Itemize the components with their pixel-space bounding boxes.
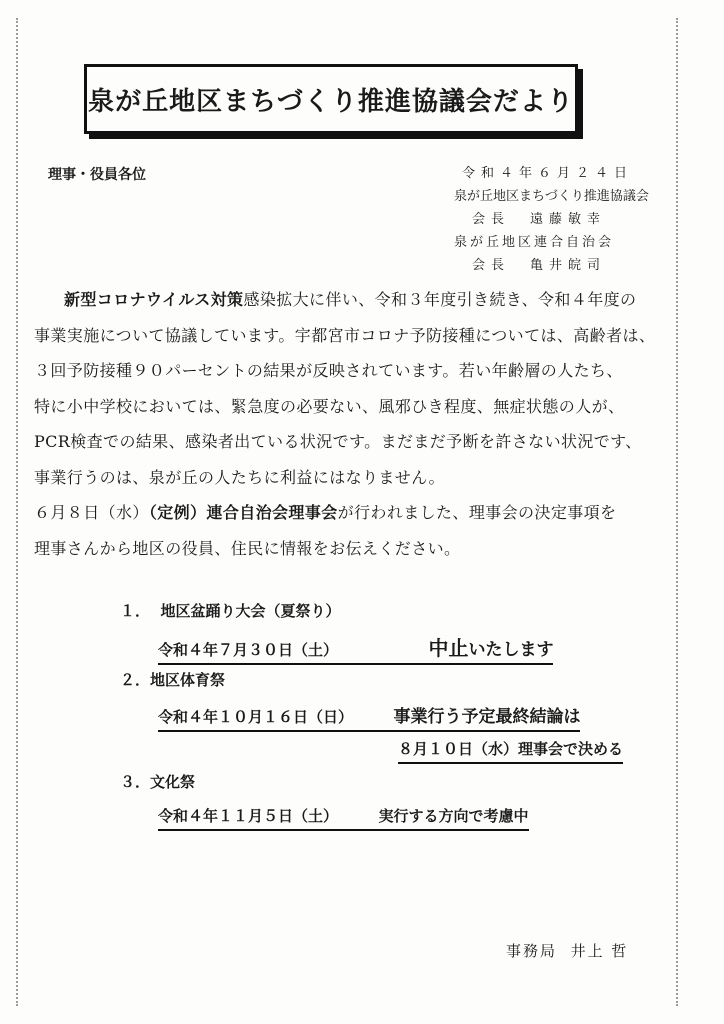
item-2-status: 事業行う予定最終結論は (393, 707, 581, 727)
item-2-date: 令和４年１０月１６日（日） (158, 708, 354, 726)
body-emphasis-meeting: （定例）連合自治会理事会 (148, 503, 338, 522)
item-1-heading (120, 600, 340, 621)
body-line-3: ３回予防接種９０パーセントの結果が反映されています。若い年齢層の人たち、 (34, 361, 623, 380)
item-3-number: ３． (120, 773, 151, 791)
addressee: 理事・役員各位 (48, 167, 146, 183)
sender-org-2: 泉が丘地区連合自治会 (454, 235, 615, 250)
body-line-8: 理事さんから地区の役員、住民に情報をお伝えください。 (34, 538, 461, 558)
body-emphasis-covid: 新型コロナウイルス対策 (64, 290, 244, 309)
item-3-title: 文化祭 (150, 773, 196, 791)
body-line-7-date: ６月８日（水） (34, 503, 149, 522)
body-line-1-rest: 感染拡大に伴い、令和３年度引き続き、令和４年度の (243, 290, 637, 309)
sender-2 (454, 254, 670, 277)
body-line-2: 事業実施について協議しています。宇都宮市コロナ予防接種については、高齢者は、 (34, 325, 656, 345)
body-line-7 (34, 495, 674, 531)
item-2-detail-underline (158, 708, 580, 732)
item-2-number: ２． (120, 671, 151, 689)
sender-name-1: 遠藤敏幸 (530, 212, 607, 227)
office-signature (506, 940, 628, 961)
sender-org-1: 泉が丘地区まちづくり推進協議会 (454, 189, 649, 204)
item-3-date: 令和４年１１月５日（土） (158, 807, 339, 825)
item-2-status-2: ８月１０日（水）理事会で決める (398, 740, 623, 764)
punch-hole-dots-left (16, 18, 18, 1006)
item-3-detail-underline (158, 807, 529, 831)
item-1-title: 地区盆踊り大会（夏祭り） (160, 602, 341, 620)
newsletter-title: 泉が丘地区まちづくり推進協議会だより (88, 86, 574, 117)
sender-role-2: 会長 (472, 258, 511, 273)
sender-block (454, 162, 670, 277)
item-2-detail-2 (398, 738, 623, 759)
body-line-6: 事業行うのは、泉が丘の人たちに利益にはなりません。 (34, 467, 445, 487)
body-line-4: 特に小中学校においては、緊急度の必要ない、風邪ひき程度、無症状態の人が、 (34, 396, 625, 416)
office-name: 井上 哲 (570, 942, 629, 960)
issue-date: 令和４年６月２４日 (462, 166, 634, 181)
item-1-status-cancel: 中止 (428, 636, 469, 660)
item-1-date: 令和４年７月３０日（土） (158, 641, 339, 659)
sender-1 (454, 208, 670, 231)
item-1-detail (158, 632, 553, 661)
item-1-detail-underline (158, 636, 554, 665)
item-3-heading (120, 771, 195, 792)
item-2-title: 地区体育祭 (150, 671, 226, 689)
item-1-number: １． (120, 602, 151, 620)
item-3-detail (158, 805, 529, 826)
body-line-1 (34, 282, 674, 318)
item-1-status-rest: いたします (468, 640, 554, 660)
newsletter-title-box (84, 64, 578, 134)
punch-hole-dots-right (676, 18, 678, 1006)
item-2-heading (120, 669, 225, 690)
body-line-5: PCR検査での結果、感染者出ている状況です。まだまだ予断を許さない状況です、 (34, 432, 642, 451)
item-3-status: 実行する方向で考慮中 (378, 807, 529, 825)
body-text (34, 282, 674, 566)
office-label: 事務局 (506, 942, 558, 960)
sender-role-1: 会長 (472, 212, 511, 227)
sender-name-2: 亀井皖司 (530, 258, 607, 273)
item-2-detail (158, 702, 580, 727)
body-line-7-rest: が行われました、理事会の決定事項を (337, 503, 617, 522)
